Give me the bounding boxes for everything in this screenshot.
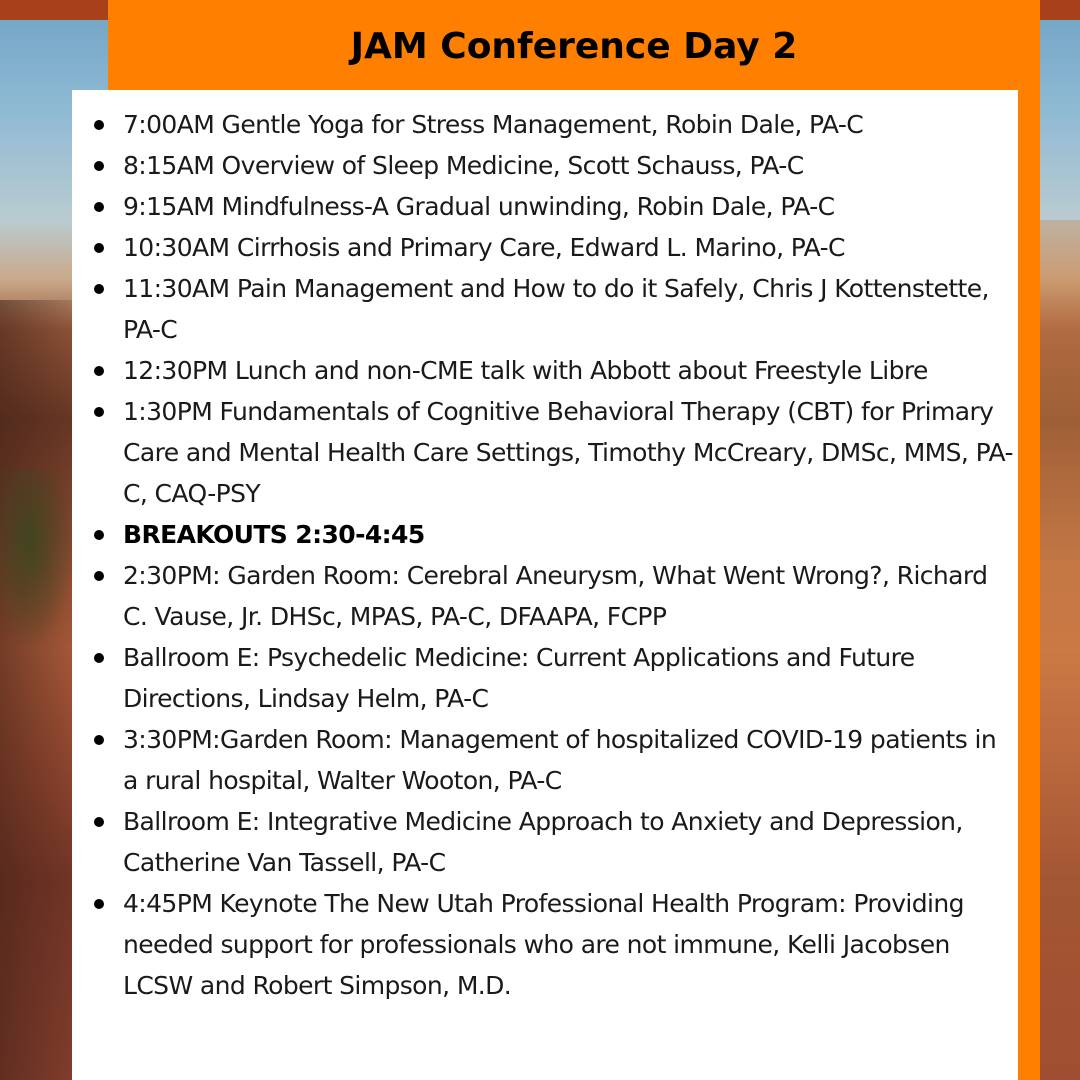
page-title: JAM Conference Day 2	[350, 25, 798, 67]
bullet-icon	[94, 366, 104, 376]
bullet-icon	[94, 161, 104, 171]
schedule-item-text: 1:30PM Fundamentals of Cognitive Behavioral Therapy (CBT) for Primary Care and Mental Health Care Settings, Timothy McCreary, DMSc, MMS, PA-C, CAQ-PSY	[123, 397, 1013, 508]
schedule-item	[72, 555, 1018, 637]
schedule-item	[72, 391, 1018, 514]
schedule-item-text: 3:30PM:Garden Room: Management of hospitalized COVID-19 patients in a rural hospital, Walter Wooton, PA-C	[123, 725, 997, 795]
bullet-icon	[94, 899, 104, 909]
schedule-item	[72, 350, 1018, 391]
schedule-item-text: 11:30AM Pain Management and How to do it Safely, Chris J Kottenstette, PA-C	[123, 274, 989, 344]
schedule-list	[72, 90, 1018, 1006]
bullet-icon	[94, 571, 104, 581]
schedule-item	[72, 883, 1018, 1006]
schedule-item-text: Ballroom E: Integrative Medicine Approach to Anxiety and Depression, Catherine Van Tassell, PA-C	[123, 807, 963, 877]
bullet-icon	[94, 817, 104, 827]
schedule-item-text: 12:30PM Lunch and non-CME talk with Abbott about Freestyle Libre	[123, 356, 928, 385]
schedule-item-text: 7:00AM Gentle Yoga for Stress Management, Robin Dale, PA-C	[123, 110, 864, 139]
schedule-item	[72, 227, 1018, 268]
background-trees	[0, 470, 75, 650]
background-rock-shadow	[0, 300, 80, 1080]
schedule-item	[72, 186, 1018, 227]
schedule-card	[72, 90, 1018, 1080]
schedule-item	[72, 801, 1018, 883]
schedule-item-text: BREAKOUTS 2:30-4:45	[123, 520, 425, 549]
schedule-item	[72, 104, 1018, 145]
bullet-icon	[94, 653, 104, 663]
bullet-icon	[94, 120, 104, 130]
schedule-item	[72, 637, 1018, 719]
bullet-icon	[94, 407, 104, 417]
breakouts-heading	[72, 514, 1018, 555]
schedule-item-text: 8:15AM Overview of Sleep Medicine, Scott Schauss, PA-C	[123, 151, 804, 180]
schedule-item	[72, 719, 1018, 801]
schedule-item	[72, 145, 1018, 186]
bullet-icon	[94, 243, 104, 253]
schedule-item-text: Ballroom E: Psychedelic Medicine: Current Applications and Future Directions, Lindsay Helm, PA-C	[123, 643, 915, 713]
bullet-icon	[94, 735, 104, 745]
bullet-icon	[94, 530, 104, 540]
schedule-item-text: 10:30AM Cirrhosis and Primary Care, Edward L. Marino, PA-C	[123, 233, 845, 262]
schedule-item-text: 2:30PM: Garden Room: Cerebral Aneurysm, What Went Wrong?, Richard C. Vause, Jr. DHSc, MPAS, PA-C, DFAAPA, FCPP	[123, 561, 988, 631]
bullet-icon	[94, 284, 104, 294]
schedule-item	[72, 268, 1018, 350]
bullet-icon	[94, 202, 104, 212]
schedule-item-text: 9:15AM Mindfulness-A Gradual unwinding, Robin Dale, PA-C	[123, 192, 835, 221]
schedule-item-text: 4:45PM Keynote The New Utah Professional Health Program: Providing needed support for professionals who are not immune, Kelli Jacobsen LCSW and Robert Simpson, M.D.	[123, 889, 964, 1000]
